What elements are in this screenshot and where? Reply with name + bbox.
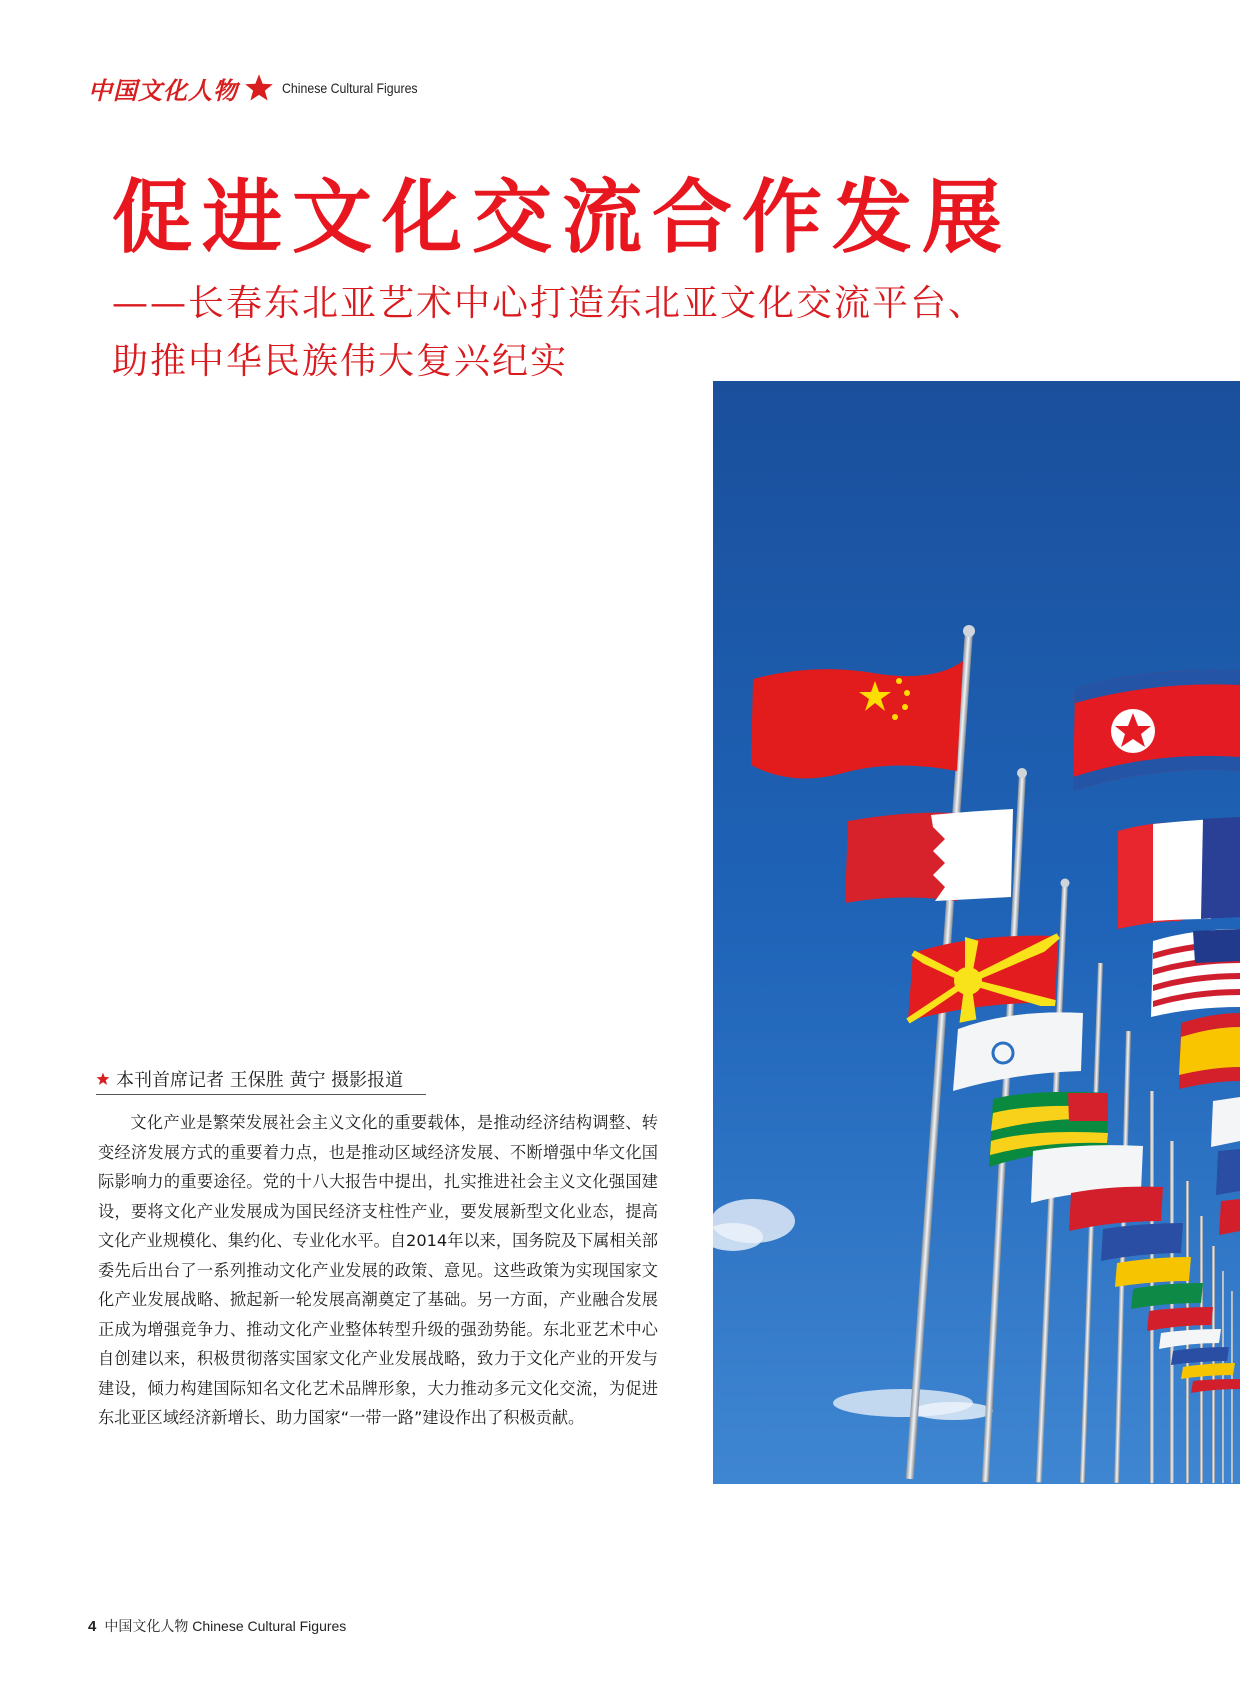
star-icon — [96, 1072, 110, 1086]
article-title: 促进文化交流合作发展 — [112, 171, 1012, 264]
masthead-title-en: Chinese Cultural Figures — [282, 80, 418, 96]
flags-photo — [713, 381, 1240, 1484]
article-subtitle-line2: 助推中华民族伟大复兴纪实 — [112, 341, 569, 382]
page-footer — [88, 1616, 346, 1636]
article-body: 文化产业是繁荣发展社会主义文化的重要载体，是推动经济结构调整、转变经济发展方式的重要着力点，也是推动区域经济发展、不断增强中华文化国际影响力的重要途径。党的十八大报告中提出，扎实推进社会主义文化强国建设，要将文化产业发展成为国民经济支柱性产业，要发展新型文化业态，提高文化产业规模化、集约化、专业化水平。自2014年以来，国务院及下属相关部委先后出台了一系列推动文化产业发展的政策、意见。这些政策为实现国家文化产业发展战略、掀起新一轮发展高潮奠定了基础。另一方面，产业融合发展正成为增强竞争力、推动文化产业整体转型升级的强劲势能。东北亚艺术中心自创建以来，积极贯彻落实国家文化产业发展战略，致力于文化产业的开发与建设，倾力构建国际知名文化艺术品牌形象，大力推动多元文化交流，为促进东北亚区域经济新增长、助力国家“一带一路”建设作出了积极贡献。 — [98, 1113, 658, 1427]
footer-publication-cn: 中国文化人物 — [104, 1618, 189, 1634]
masthead-title-cn: 中国文化人物 — [88, 75, 238, 105]
star-icon — [244, 73, 274, 103]
masthead — [88, 70, 436, 106]
footer-publication-en: Chinese Cultural Figures — [192, 1618, 347, 1634]
article-subtitle-line1: ——长春东北亚艺术中心打造东北亚文化交流平台、 — [112, 283, 987, 324]
byline-text: 本刊首席记者 王保胜 黄宁 摄影报道 — [116, 1070, 404, 1091]
page-number: 4 — [88, 1617, 97, 1635]
byline — [96, 1064, 426, 1095]
flags-illustration — [713, 381, 1240, 1484]
